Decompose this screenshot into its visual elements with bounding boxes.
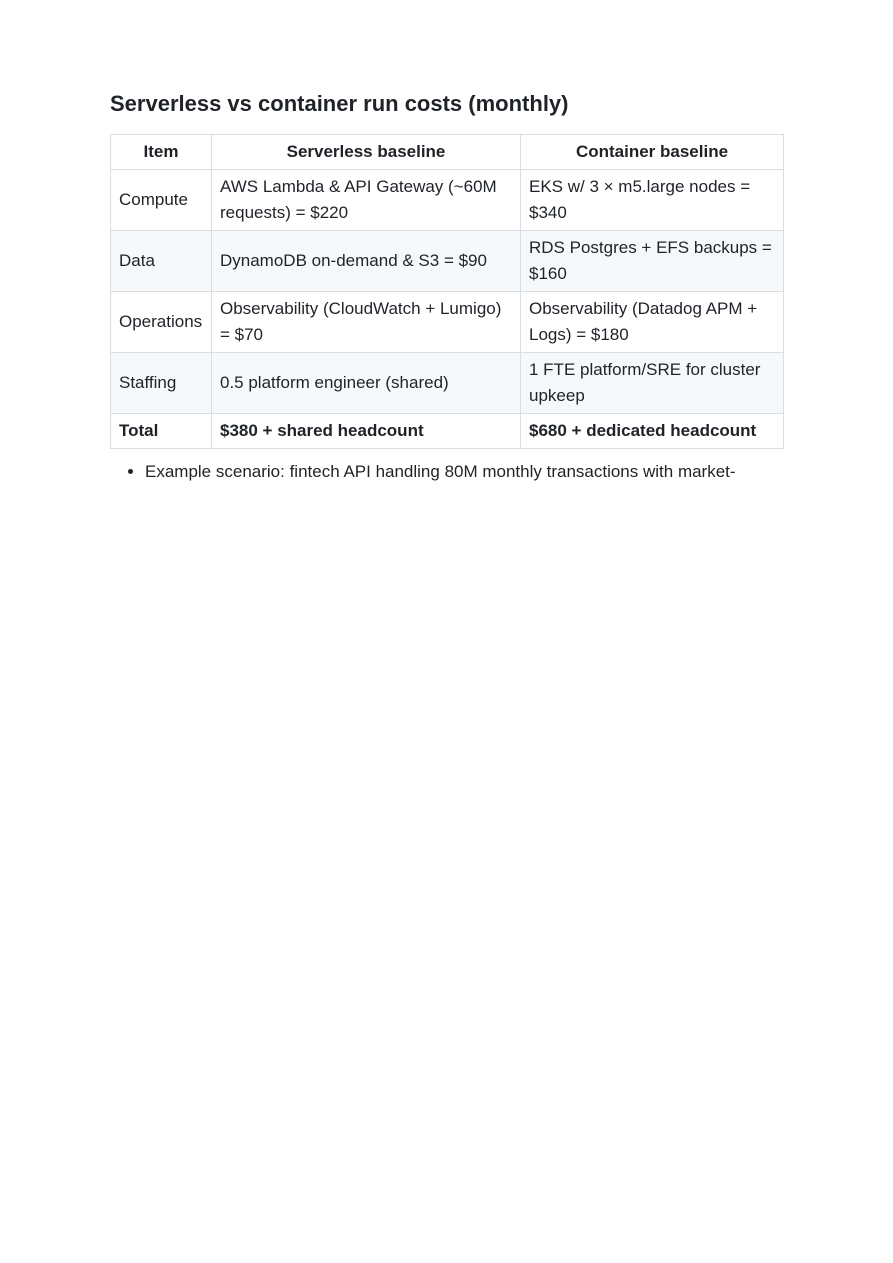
cell-container: EKS w/ 3 × m5.large nodes = $340 [521, 170, 784, 231]
cell-container: RDS Postgres + EFS backups = $160 [521, 231, 784, 292]
cell-serverless: 0.5 platform engineer (shared) [212, 353, 521, 414]
table-row-compute [111, 170, 784, 231]
cell-item: Operations [111, 292, 212, 353]
table-row-data [111, 231, 784, 292]
cell-container: $680 + dedicated headcount [521, 414, 784, 449]
notes-list [110, 459, 784, 485]
cell-item: Compute [111, 170, 212, 231]
cell-serverless: $380 + shared headcount [212, 414, 521, 449]
table-row-operations [111, 292, 784, 353]
page-title: Serverless vs container run costs (monthly) [110, 91, 569, 116]
cell-serverless: AWS Lambda & API Gateway (~60M requests) = $220 [212, 170, 521, 231]
table-row-staffing [111, 353, 784, 414]
header-container: Container baseline [521, 135, 784, 170]
header-serverless: Serverless baseline [212, 135, 521, 170]
cell-item: Total [111, 414, 212, 449]
cell-serverless: DynamoDB on-demand & S3 = $90 [212, 231, 521, 292]
cell-serverless: Observability (CloudWatch + Lumigo) = $70 [212, 292, 521, 353]
table-header-row [111, 135, 784, 170]
cell-container: Observability (Datadog APM + Logs) = $180 [521, 292, 784, 353]
cell-item: Data [111, 231, 212, 292]
header-item: Item [111, 135, 212, 170]
cell-item: Staffing [111, 353, 212, 414]
cell-container: 1 FTE platform/SRE for cluster upkeep [521, 353, 784, 414]
cost-comparison-table [110, 134, 784, 449]
table-row-total [111, 414, 784, 449]
list-item: • Example scenario: fintech API handling 80M monthly transactions with market- [145, 459, 784, 485]
document-page [110, 88, 784, 485]
